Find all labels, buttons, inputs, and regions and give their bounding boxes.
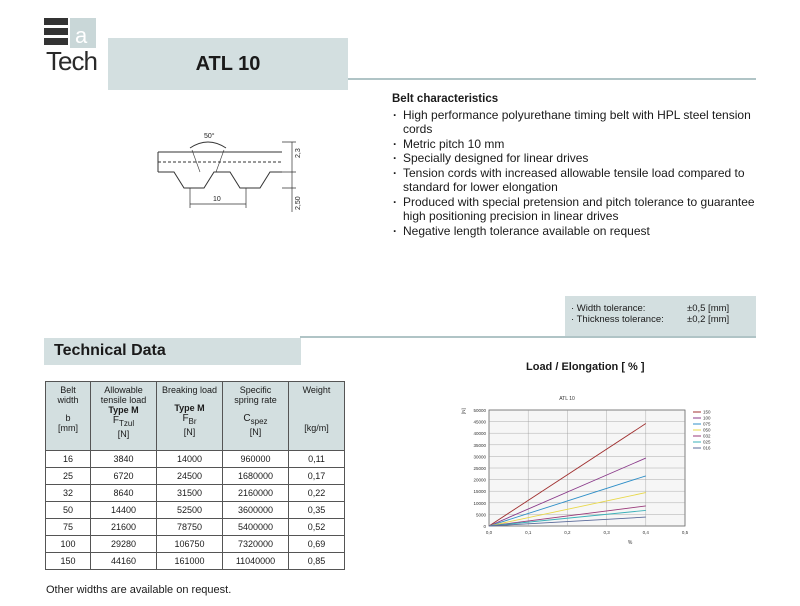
width-tolerance-value: ±0,5 [mm]: [687, 303, 730, 314]
list-item: · Specially designed for linear drives: [392, 151, 762, 166]
legend-label: 075: [703, 421, 711, 427]
y-tick-label: 20000: [473, 477, 486, 483]
cell: 24500: [157, 468, 223, 485]
cell: 100: [46, 536, 91, 553]
legend-label: 032: [703, 433, 711, 439]
load-elongation-chart: [455, 388, 725, 558]
width-tolerance-label: · Width tolerance:: [571, 303, 646, 314]
belt-profile-diagram: [150, 128, 310, 218]
logo-bar: [44, 28, 68, 35]
total-dimension: [282, 172, 296, 212]
page-title: ATL 10: [108, 38, 348, 90]
cell: 161000: [157, 553, 223, 570]
cell: 32: [46, 485, 91, 502]
cell: 150: [46, 553, 91, 570]
cell: 11040000: [223, 553, 289, 570]
table-row: [46, 468, 345, 485]
angle-leg: [192, 150, 200, 172]
y-tick-label: 30000: [473, 454, 486, 460]
y-tick-label: 35000: [473, 442, 486, 448]
cell: 2160000: [223, 485, 289, 502]
logo-bar: [44, 38, 68, 45]
y-tick-label: 15000: [473, 489, 486, 495]
cell: 106750: [157, 536, 223, 553]
legend-label: 016: [703, 445, 711, 451]
header-breaking-load: Breaking load Type M $F_{Br}$ [N]: [157, 382, 223, 451]
cell: 14000: [157, 451, 223, 468]
technical-data-heading: Technical Data: [44, 338, 301, 365]
cell: 0,11: [289, 451, 345, 468]
height-label: 2,3: [295, 148, 302, 158]
list-item: · Produced with special pretension and pitch tolerance to guarantee high positioning precision in linear drives: [392, 195, 762, 224]
table-row: [46, 451, 345, 468]
cell: 0,35: [289, 502, 345, 519]
cell: 0,17: [289, 468, 345, 485]
cell: 16: [46, 451, 91, 468]
x-tick-label: 0,3: [603, 530, 610, 535]
x-tick-label: 0,5: [681, 530, 689, 535]
cell: 6720: [91, 468, 157, 485]
cell: 0,22: [289, 485, 345, 502]
thickness-tolerance-value: ±0,2 [mm]: [687, 314, 730, 325]
cell: 5400000: [223, 519, 289, 536]
table-row: [46, 485, 345, 502]
belt-characteristics: [392, 92, 762, 238]
x-tick-label: 0,1: [525, 530, 532, 535]
cell: 3840: [91, 451, 157, 468]
y-tick-label: 0: [483, 524, 486, 529]
cell: 29280: [91, 536, 157, 553]
cell: 25: [46, 468, 91, 485]
cell: 52500: [157, 502, 223, 519]
tolerance-box: [565, 296, 756, 336]
cell: 31500: [157, 485, 223, 502]
technical-data-table: [45, 381, 345, 570]
cell: 3600000: [223, 502, 289, 519]
cell: 8640: [91, 485, 157, 502]
cell: 75: [46, 519, 91, 536]
y-tick-label: 10000: [473, 500, 486, 506]
chart-heading: Load / Elongation [ % ]: [526, 361, 645, 373]
logo-bar: [44, 18, 68, 25]
cell: 1680000: [223, 468, 289, 485]
table-row: [46, 502, 345, 519]
total-label: 2,50: [295, 196, 302, 210]
y-tick-label: 40000: [473, 431, 486, 437]
cell: 50: [46, 502, 91, 519]
y-tick-label: 5000: [475, 512, 486, 518]
thickness-tolerance-label: · Thickness tolerance:: [571, 314, 664, 325]
legend-label: 150: [703, 409, 711, 415]
list-item: · High performance polyurethane timing belt with HPL steel tension cords: [392, 108, 762, 137]
list-item: · Tension cords with increased allowable tensile load compared to standard for lower elongation: [392, 166, 762, 195]
list-item: · Metric pitch 10 mm: [392, 137, 762, 152]
footnote: Other widths are available on request.: [46, 584, 232, 596]
legend-label: 025: [703, 439, 711, 445]
cell: 14400: [91, 502, 157, 519]
list-item: · Negative length tolerance available on request: [392, 224, 762, 239]
height-dimension: [282, 142, 296, 172]
belt-teeth: [158, 172, 282, 188]
x-tick-label: 0,0: [485, 530, 493, 535]
cell: 0,52: [289, 519, 345, 536]
table-row: [46, 519, 345, 536]
legend-label: 100: [703, 415, 711, 421]
company-logo: [44, 18, 100, 76]
characteristics-heading: Belt characteristics: [392, 93, 499, 105]
header-allowable-load: Allowable tensile load Type M $F_{Tzul}$ [N]: [91, 382, 157, 451]
cell: 44160: [91, 553, 157, 570]
logo-word: Tech: [46, 46, 97, 76]
legend-label: 050: [703, 427, 711, 433]
characteristics-list: [392, 108, 762, 239]
angle-arc: [190, 142, 226, 148]
x-axis-label: %: [627, 540, 633, 546]
chart-title: ATL 10: [559, 396, 575, 402]
angle-leg: [216, 150, 224, 172]
logo-box-letter: a: [75, 23, 88, 48]
header-weight: Weight [kg/m]: [289, 382, 345, 451]
y-tick-label: 25000: [473, 466, 486, 471]
section-divider: [300, 336, 756, 338]
cell: 960000: [223, 451, 289, 468]
x-tick-label: 0,4: [642, 530, 649, 535]
cell: 0,85: [289, 553, 345, 570]
table-row: [46, 553, 345, 570]
angle-label: 50°: [204, 133, 215, 140]
header-belt-width: Belt width b [mm]: [46, 382, 91, 451]
y-tick-label: 50000: [473, 408, 486, 413]
cell: 78750: [157, 519, 223, 536]
y-axis-label: [N]: [461, 408, 466, 414]
cell: 0,69: [289, 536, 345, 553]
x-tick-label: 0,2: [564, 530, 571, 535]
y-tick-label: 45000: [473, 419, 486, 425]
table-row: [46, 536, 345, 553]
pitch-label: 10: [213, 196, 221, 203]
cell: 21600: [91, 519, 157, 536]
cell: 7320000: [223, 536, 289, 553]
header-spring-rate: Specific spring rate $C_{spez}$ [N]: [223, 382, 289, 451]
title-divider: [348, 78, 756, 80]
